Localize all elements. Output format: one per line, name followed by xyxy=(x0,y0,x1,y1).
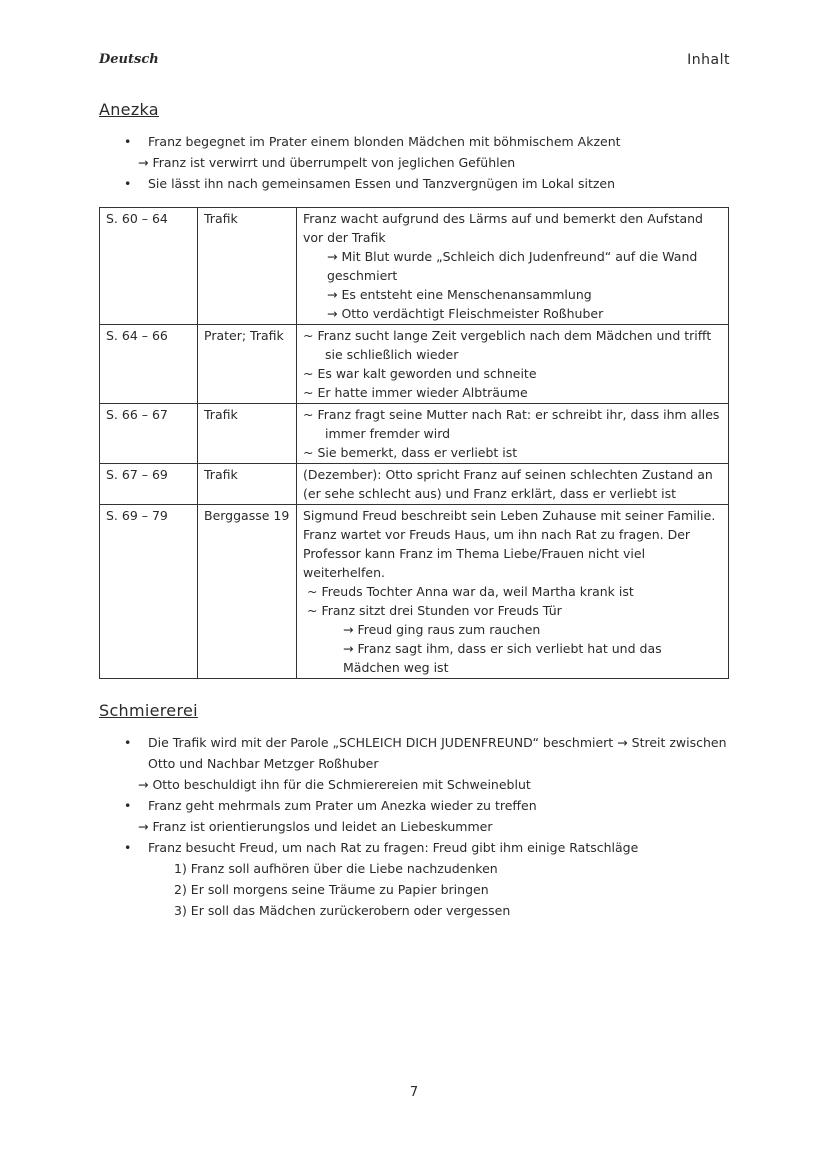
header-subject: Deutsch xyxy=(99,52,159,67)
table-row xyxy=(100,404,729,464)
list-item: → Otto beschuldigt ihn für die Schmierereien mit Schweineblut xyxy=(138,777,531,792)
page-number: 7 xyxy=(409,1085,419,1100)
table-row xyxy=(100,325,729,404)
table-row xyxy=(100,505,729,679)
table-cell-pages: S. 60 – 64 xyxy=(100,208,198,325)
table-cell-pages: S. 69 – 79 xyxy=(100,505,198,679)
header-section: Inhalt xyxy=(687,52,730,68)
chapter-table xyxy=(99,207,729,679)
list-item: → Franz ist verwirrt und überrumpelt von jeglichen Gefühlen xyxy=(138,155,516,170)
list-item: • Franz geht mehrmals zum Prater um Anezka wieder zu treffen xyxy=(124,798,537,813)
table-cell-place: Trafik xyxy=(198,404,297,464)
table-cell-content: (Dezember): Otto spricht Franz auf seinen schlechten Zustand an (er sehe schlecht aus) und Franz erklärt, dass er verliebt ist xyxy=(297,464,729,505)
numbered-item: 3) Er soll das Mädchen zurückerobern oder vergessen xyxy=(174,903,511,918)
table-cell-content: ~ Franz sucht lange Zeit vergeblich nach dem Mädchen und trifft sie schließlich wieder ~ Es war kalt geworden und schneite ~ Er hatte immer wieder Albträume xyxy=(297,325,729,404)
schmiererei-bullet-list xyxy=(120,732,740,921)
table-cell-pages: S. 67 – 69 xyxy=(100,464,198,505)
numbered-item: 2) Er soll morgens seine Träume zu Papier bringen xyxy=(174,882,489,897)
table-cell-content: Franz wacht aufgrund des Lärms auf und bemerkt den Aufstand vor der Trafik → Mit Blut wurde „Schleich dich Judenfreund“ auf die Wand geschmiert → Es entsteht eine Menschenansammlung → Otto verdächtigt Fleischmeister Roßhuber xyxy=(297,208,729,325)
table-cell-place: Trafik xyxy=(198,464,297,505)
table-cell-place: Trafik xyxy=(198,208,297,325)
table-cell-place: Prater; Trafik xyxy=(198,325,297,404)
table-row xyxy=(100,208,729,325)
list-item: • Franz begegnet im Prater einem blonden Mädchen mit böhmischem Akzent xyxy=(124,134,621,149)
list-item: → Franz ist orientierungslos und leidet an Liebeskummer xyxy=(138,819,493,834)
table-row xyxy=(100,464,729,505)
list-item: • Die Trafik wird mit der Parole „SCHLEICH DICH JUDENFREUND“ beschmiert → Streit zwischen Otto und Nachbar Metzger Roßhuber xyxy=(124,735,727,771)
anezka-bullet-list xyxy=(120,131,740,194)
numbered-item: 1) Franz soll aufhören über die Liebe nachzudenken xyxy=(174,861,498,876)
table-cell-content: ~ Franz fragt seine Mutter nach Rat: er schreibt ihr, dass ihm alles immer fremder wird ~ Sie bemerkt, dass er verliebt ist xyxy=(297,404,729,464)
list-item: • Sie lässt ihn nach gemeinsamen Essen und Tanzvergnügen im Lokal sitzen xyxy=(124,176,616,191)
section-title-schmiererei: Schmiererei xyxy=(99,701,198,720)
table-cell-place: Berggasse 19 xyxy=(198,505,297,679)
table-cell-pages: S. 66 – 67 xyxy=(100,404,198,464)
table-cell-pages: S. 64 – 66 xyxy=(100,325,198,404)
table-cell-content: Sigmund Freud beschreibt sein Leben Zuhause mit seiner Familie. Franz wartet vor Freuds Haus, um ihn nach Rat zu fragen. Der Professor kann Franz im Thema Liebe/Frauen nicht viel weiterhelfen. ~ Freuds Tochter Anna war da, weil Martha krank ist ~ Franz sitzt drei Stunden vor Freuds Tür → Freud ging raus zum rauchen → Franz sagt ihm, dass er sich verliebt hat und das Mädchen weg ist xyxy=(297,505,729,679)
section-title-anezka: Anezka xyxy=(99,100,159,119)
list-item: • Franz besucht Freud, um nach Rat zu fragen: Freud gibt ihm einige Ratschläge xyxy=(124,840,639,855)
